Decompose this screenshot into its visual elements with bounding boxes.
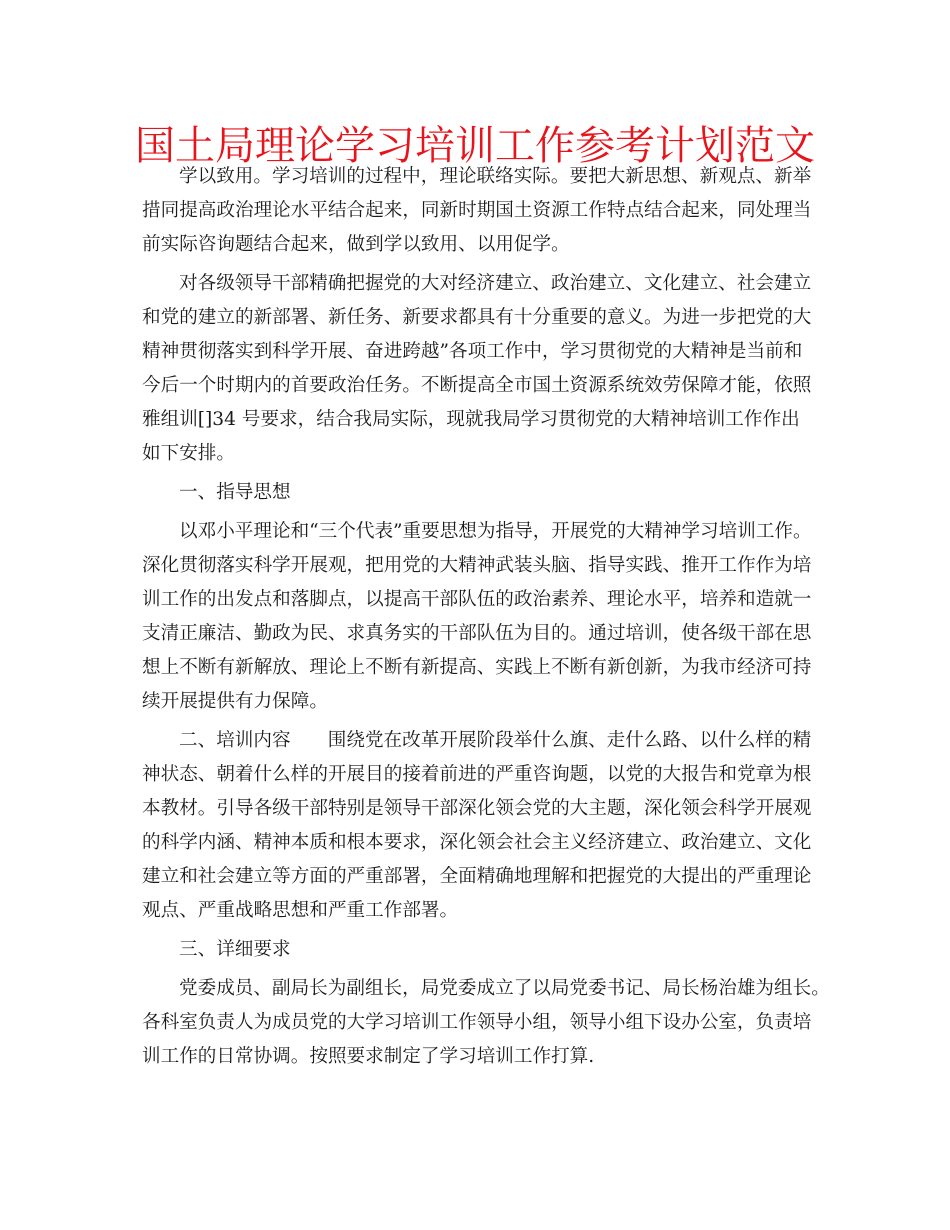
paragraph [142, 515, 842, 719]
text-line: 深化贯彻落实科学开展观，把用党的大精神武装头脑、指导实践、推开工作作为培 [142, 555, 812, 576]
text-line: 神状态、朝着什么样的开展目的接着前进的严重咨询题，以党的大报告和党章为根 [142, 764, 812, 785]
document-body [142, 160, 842, 1074]
text-line: 建立和社会建立等方面的严重部署，全面精确地理解和把握党的大提出的严重理论 [142, 866, 812, 887]
text-line: 对各级领导干部精确把握党的大对经济建立、政治建立、文化建立、社会建立 [179, 273, 812, 294]
text-line: 一、指导思想 [179, 482, 291, 503]
text-line: 学以致用。学习培训的过程中，理论联络实际。要把大新思想、新观点、新举 [179, 166, 812, 187]
text-line: 训工作的出发点和落脚点，以提高干部队伍的政治素养、理论水平，培养和造就一 [142, 589, 812, 610]
text-line: 各科室负责人为成员党的大学习培训工作领导小组，领导小组下设办公室，负责培 [142, 1012, 812, 1033]
text-line: 续开展提供有力保障。 [142, 691, 328, 712]
text-line: 雅组训[]34 号要求，结合我局实际，现就我局学习贯彻党的大精神培训工作作出 [142, 409, 800, 430]
text-line: 和党的建立的新部署、新任务、新要求都具有十分重要的意义。为进一步把党的大 [142, 307, 812, 328]
paragraph [142, 972, 842, 1074]
text-line: 想上不断有新解放、理论上不断有新提高、实践上不断有新创新，为我市经济可持 [142, 657, 812, 678]
text-line: 本教材。引导各级干部特别是领导干部深化领会党的大主题，深化领会科学开展观 [142, 798, 812, 819]
text-line: 支清正廉洁、勤政为民、求真务实的干部队伍为目的。通过培训，使各级干部在思 [142, 623, 812, 644]
text-line: 三、详细要求 [179, 939, 291, 960]
paragraph [142, 160, 842, 262]
text-line: 前实际咨询题结合起来，做到学以致用、以用促学。 [142, 234, 570, 255]
text-line: 的科学内涵、精神本质和根本要求，深化领会社会主义经济建立、政治建立、文化 [142, 832, 812, 853]
section-heading [142, 476, 842, 510]
document-title: 国土局理论学习培训工作参考计划范文 [135, 123, 815, 169]
text-line: 训工作的日常协调。按照要求制定了学习培训工作打算. [142, 1046, 595, 1067]
text-line: 党委成员、副局长为副组长，局党委成立了以局党委书记、局长杨治雄为组长。 [179, 978, 830, 999]
text-line: 观点、严重战略思想和严重工作部署。 [142, 900, 459, 921]
paragraph [142, 724, 842, 928]
text-line: 今后一个时期内的首要政治任务。不断提高全市国土资源系统效劳保障才能，依照 [142, 375, 812, 396]
text-line: 措同提高政治理论水平结合起来，同新时期国土资源工作特点结合起来，同处理当 [142, 200, 812, 221]
text-line: 二、培训内容 围绕党在改革开展阶段举什么旗、走什么路、以什么样的精 [179, 730, 812, 751]
text-line: 精神贯彻落实到科学开展、奋进跨越”各项工作中，学习贯彻党的大精神是当前和 [142, 341, 803, 362]
text-line: 以邓小平理论和“三个代表”重要思想为指导，开展党的大精神学习培训工作。 [179, 521, 812, 542]
paragraph [142, 267, 842, 471]
text-line: 如下安排。 [142, 443, 235, 464]
section-heading [142, 933, 842, 967]
